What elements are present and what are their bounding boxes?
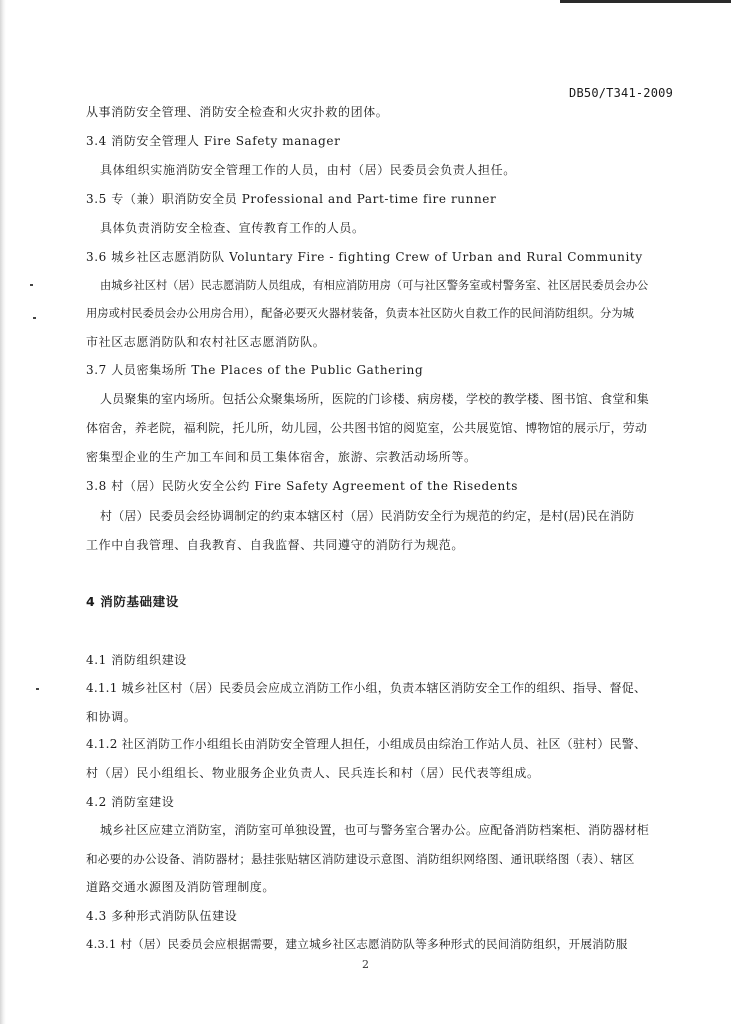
text-line: 体宿舍，养老院，福利院，托儿所，幼儿园，公共图书馆的阅览室，公共展览馆、博物馆的展示厅，劳动 xyxy=(86,421,648,435)
section-heading-3-6: 3.6 城乡社区志愿消防队 Voluntary Fire - fighting Crew of Urban and Rural Community xyxy=(86,250,643,264)
text-line: 4.1.2 社区消防工作小组组长由消防安全管理人担任，小组成员由综治工作站人员、社区（驻村）民警、 xyxy=(86,737,647,751)
text-line: 4.3.1 村（居）民委员会应根据需要，建立城乡社区志愿消防队等多种形式的民间消防组织，开展消防服 xyxy=(86,937,628,951)
section-heading-3-5: 3.5 专（兼）职消防安全员 Professional and Part-time fire runner xyxy=(86,192,497,206)
text-line: 由城乡社区村（居）民志愿消防人员组成，有相应消防用房（可与社区警务室或村警务室、社区居民委员会办公 xyxy=(100,279,649,292)
page-number: 2 xyxy=(362,958,369,971)
text-line: 市社区志愿消防队和农村社区志愿消防队。 xyxy=(86,335,326,349)
text-line: 和协调。 xyxy=(86,710,137,724)
text-line: 4.1.1 城乡社区村（居）民委员会应成立消防工作小组，负责本辖区消防安全工作的组织、指导、督促、 xyxy=(86,681,647,695)
document-code: DB50/T341-2009 xyxy=(569,86,673,100)
text-line: 具体组织实施消防安全管理工作的人员，由村（居）民委员会负责人担任。 xyxy=(100,163,516,177)
scan-speck xyxy=(30,284,33,286)
text-line: 用房或村民委员会办公用房合用），配备必要灭火器材装备，负责本社区防火自救工作的民间消防组织。分为城 xyxy=(86,307,634,320)
text-line: 道路交通水源图及消防管理制度。 xyxy=(86,880,276,894)
top-rule xyxy=(560,0,731,3)
section-heading-3-4: 3.4 消防安全管理人 Fire Safety manager xyxy=(86,134,341,148)
scan-speck xyxy=(33,317,36,319)
section-heading-4-1: 4.1 消防组织建设 xyxy=(86,653,187,667)
text-line: 人员聚集的室内场所。包括公众聚集场所，医院的门诊楼、病房楼，学校的教学楼、图书馆、食堂和集 xyxy=(100,392,650,406)
scan-edge xyxy=(0,0,6,1024)
chapter-heading-4: 4 消防基础建设 xyxy=(86,594,179,609)
text-line: 具体负责消防安全检查、宣传教育工作的人员。 xyxy=(100,221,365,235)
text-line: 村（居）民小组组长、物业服务企业负责人、民兵连长和村（居）民代表等组成。 xyxy=(86,766,540,780)
text-line: 从事消防安全管理、消防安全检查和火灾扑救的团体。 xyxy=(86,105,389,119)
text-line: 村（居）民委员会经协调制定的约束本辖区村（居）民消防安全行为规范的约定，是村(居)民在消防 xyxy=(100,509,635,523)
section-heading-3-7: 3.7 人员密集场所 The Places of the Public Gathering xyxy=(86,363,424,377)
section-heading-4-2: 4.2 消防室建设 xyxy=(86,795,175,809)
scan-speck xyxy=(36,688,39,690)
section-heading-4-3: 4.3 多种形式消防队伍建设 xyxy=(86,909,238,923)
text-line: 和必要的办公设备、消防器材；悬挂张贴辖区消防建设示意图、消防组织网络图、通讯联络图（表）、辖区 xyxy=(86,852,635,866)
text-line: 密集型企业的生产加工车间和员工集体宿舍，旅游、宗教活动场所等。 xyxy=(86,450,477,464)
text-line: 工作中自我管理、自我教育、自我监督、共同遵守的消防行为规范。 xyxy=(86,538,465,552)
section-heading-3-8: 3.8 村（居）民防火安全公约 Fire Safety Agreement of the Risedents xyxy=(86,479,518,493)
text-line: 城乡社区应建立消防室，消防室可单独设置，也可与警务室合署办公。应配备消防档案柜、消防器材柜 xyxy=(100,823,650,837)
